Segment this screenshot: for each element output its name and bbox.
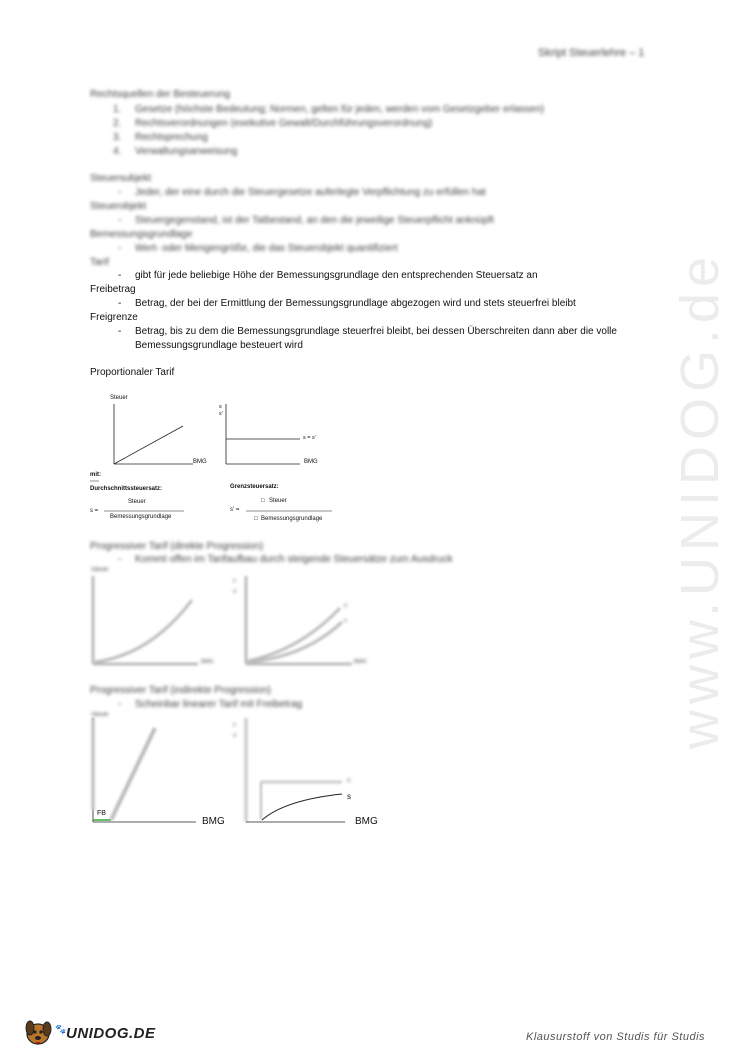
axis-label-bmg: BMG — [304, 459, 318, 465]
delta-icon: □ — [261, 498, 265, 504]
footer-slogan: Klausurstoff von Studis für Studis — [526, 1031, 706, 1043]
proportional-rate-chart — [226, 404, 300, 464]
bullet-dash: - — [118, 699, 122, 710]
axis-label-s-prime: s' — [233, 733, 237, 739]
axis-label-steuer: Steuer — [91, 712, 109, 718]
formula-prefix: s' = — [230, 507, 240, 513]
axis-label-s: s — [219, 404, 222, 410]
formula-numerator: Steuer — [269, 498, 287, 504]
list-number: 4. — [113, 146, 122, 157]
progressive-direct-charts — [93, 576, 352, 664]
durchschnittssteuersatz-title: Durchschnittssteuersatz: — [90, 486, 163, 492]
term-description-continued: Bemessungsgrundlage besteuert wird — [135, 340, 303, 351]
axis-label-s-prime: s' — [219, 411, 223, 417]
mit-label: mit: — [90, 472, 101, 478]
term-bemessungsgrundlage: Bemessungsgrundlage — [90, 229, 193, 240]
formula-numerator: Steuer — [128, 499, 146, 505]
bullet-dash: - — [118, 243, 122, 254]
curve-label-s-prime: s' — [344, 603, 348, 609]
axis-label-bmg: BMG — [355, 816, 378, 827]
term-description: Wert- oder Mengengröße, die das Steuerobjekt quantifiziert — [135, 243, 398, 254]
bullet-dash: - — [118, 326, 122, 337]
label-fb: FB — [97, 810, 106, 817]
formula-denominator: Bemessungsgrundlage — [261, 516, 323, 522]
tax-line — [114, 426, 183, 464]
axis-label-steuer: Steuer — [91, 567, 109, 573]
list-item: Rechtsprechung — [135, 132, 208, 143]
curve-label-s-prime: s' — [347, 778, 352, 784]
logo-text: UNIDOG.DE — [66, 1025, 156, 1042]
grenzsteuersatz-title: Grenzsteuersatz: — [230, 484, 279, 490]
section-title-rechtsquellen: Rechtsquellen der Besteuerung — [90, 89, 231, 100]
line-label-s-equals-s-prime: s = s' — [303, 435, 316, 441]
bullet-dash: - — [118, 215, 122, 226]
bullet-dash: - — [118, 554, 122, 565]
average-rate-curve — [262, 794, 342, 820]
list-item: Scheinbar linearer Tarif mit Freibetrag — [135, 699, 303, 710]
axis-label-s-prime: s' — [233, 589, 237, 595]
section-title-progressiv-indirekt: Progressiver Tarif (indirekte Progression) — [90, 685, 271, 696]
section-title-proportional: Proportionaler Tarif — [90, 367, 175, 378]
list-item: Kommt offen im Tarifaufbau durch steigende Steuersätze zum Ausdruck — [135, 554, 453, 565]
paw-icon: 🐾 — [55, 1024, 67, 1034]
term-steuerobjekt: Steuerobjekt — [90, 201, 147, 212]
tax-line — [111, 728, 155, 820]
bullet-dash: - — [118, 187, 122, 198]
formula-prefix: s = — [90, 508, 99, 514]
term-description: Steuergegenstand, ist der Tatbestand, an den die jeweilige Steuerpflicht anknüpft — [135, 215, 494, 226]
term-freibetrag: Freibetrag — [90, 284, 136, 295]
term-steuersubjekt: Steuersubjekt — [90, 173, 152, 184]
section-title-progressiv-direkt: Progressiver Tarif (direkte Progression) — [90, 541, 264, 552]
list-number: 1. — [113, 104, 122, 115]
list-item: Gesetze (höchste Bedeutung; Normen, gelten für jeden, werden vom Gesetzgeber erlassen) — [135, 104, 545, 115]
list-number: 3. — [113, 132, 122, 143]
axis-label-bmg: BMG — [193, 459, 207, 465]
progressive-indirect-rate-chart — [246, 718, 345, 822]
term-tarif: Tarif — [90, 257, 109, 268]
unidog-logo — [22, 1016, 156, 1048]
bullet-dash: - — [118, 270, 122, 281]
delta-icon: □ — [254, 516, 258, 522]
axis-label-bmg: BMG — [202, 816, 225, 827]
progressive-indirect-tax-chart — [93, 718, 196, 822]
axis-label-steuer: Steuer — [110, 395, 128, 401]
bullet-dash: - — [118, 298, 122, 309]
axis-label-bmg: BMG — [354, 659, 367, 665]
page-header-title: Skript Steuerlehre – 1 — [538, 47, 645, 59]
dog-icon — [22, 1016, 56, 1048]
curve-label-s: s — [347, 792, 351, 801]
term-description: gibt für jede beliebige Höhe der Bemessungsgrundlage den entsprechenden Steuersatz an — [135, 270, 538, 281]
proportional-tax-chart — [114, 404, 193, 464]
term-description: Betrag, bis zu dem die Bemessungsgrundlage steuerfrei bleibt, bei dessen Überschreiten dann aber die volle — [135, 326, 617, 337]
curve-label-s: s — [344, 618, 347, 624]
term-description: Jeder, der eine durch die Steuergesetze auferlegte Verpflichtung zu erfüllen hat — [135, 187, 486, 198]
term-freigrenze: Freigrenze — [90, 312, 138, 323]
axis-label-s: s — [233, 722, 236, 728]
list-item: Rechtsverordnungen (exekutive Gewalt/Durchführungsverordnung) — [135, 118, 433, 129]
list-number: 2. — [113, 118, 122, 129]
term-description: Betrag, der bei der Ermittlung der Bemessungsgrundlage abgezogen wird und stets steuerfrei bleibt — [135, 298, 576, 309]
list-item: Verwaltungsanweisung — [135, 146, 238, 157]
axis-label-s: s — [233, 578, 236, 584]
watermark: www.UNIDOG.de — [670, 250, 730, 750]
formula-denominator: Bemessungsgrundlage — [110, 514, 172, 520]
axis-label-bmg: BMG — [201, 659, 214, 665]
